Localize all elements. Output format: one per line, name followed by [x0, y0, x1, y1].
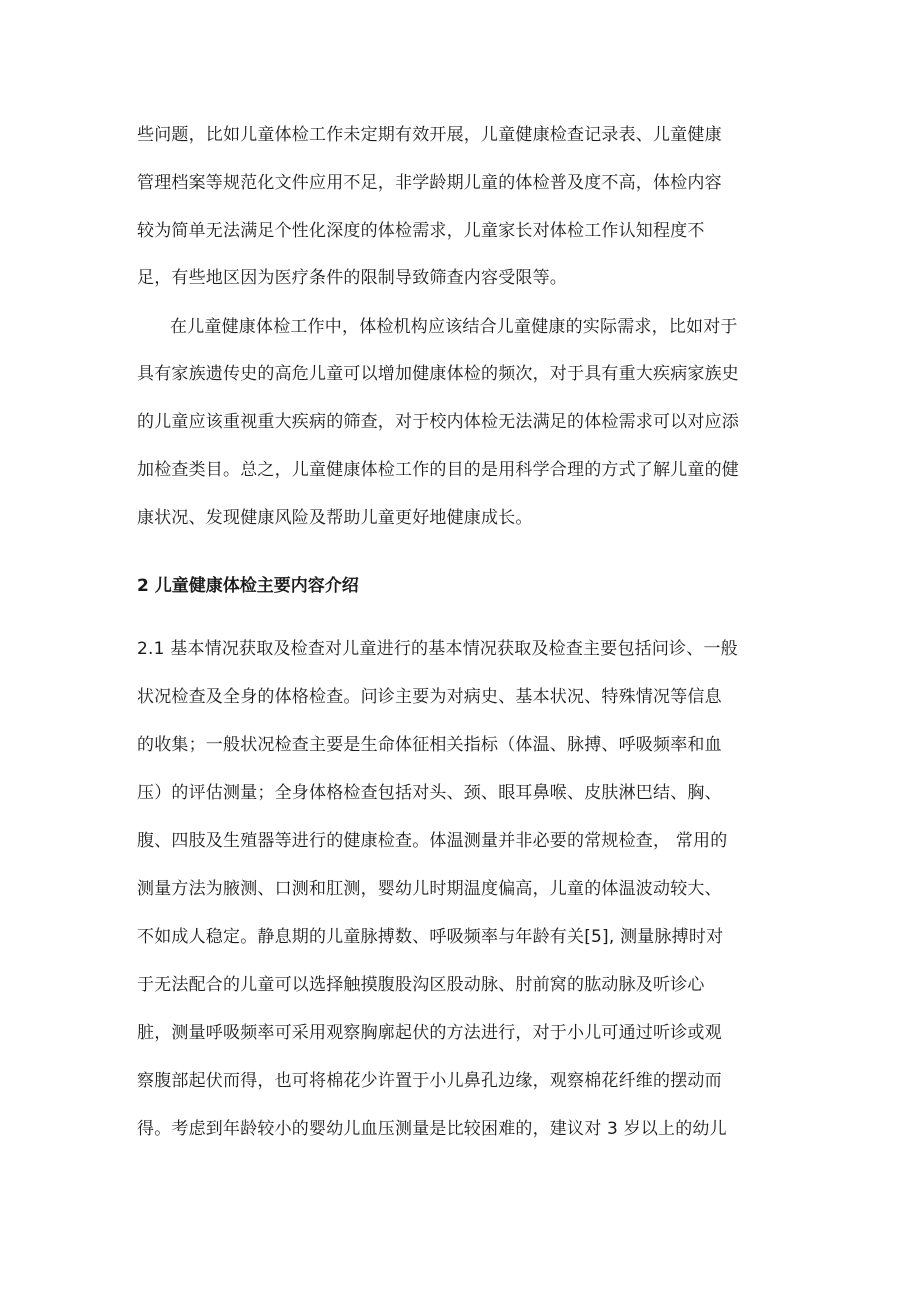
paragraph-3-line-1: 2.1 基本情况获取及检查对儿童进行的基本情况获取及检查主要包括问诊、一般	[137, 639, 738, 659]
paragraph-3-line-3: 的收集；一般状况检查主要是生命体征相关指标（体温、脉搏、呼吸频率和血	[137, 735, 722, 755]
paragraph-3-line-7: 不如成人稳定。静息期的儿童脉搏数、呼吸频率与年龄有关[5], 测量脉搏时对	[137, 927, 724, 947]
paragraph-1-line-4: 足，有些地区因为医疗条件的限制导致筛查内容受限等。	[137, 268, 567, 288]
paragraph-1-line-3: 较为简单无法满足个性化深度的体检需求，儿童家长对体检工作认知程度不	[137, 221, 705, 241]
paragraph-3-line-4: 压）的评估测量；全身体格检查包括对头、颈、眼耳鼻喉、皮肤淋巴结、胸、	[137, 783, 722, 803]
paragraph-2-line-2: 具有家族遗传史的高危儿童可以增加健康体检的频次，对于具有重大疾病家族史	[137, 364, 739, 384]
paragraph-3-line-5: 腹、四肢及生殖器等进行的健康检查。体温测量并非必要的常规检查， 常用的	[137, 831, 728, 851]
paragraph-3-line-2: 状况检查及全身的体格检查。问诊主要为对病史、基本状况、特殊情况等信息	[137, 687, 722, 707]
paragraph-1-line-1: 些问题，比如儿童体检工作未定期有效开展，儿童健康检查记录表、儿童健康	[137, 125, 722, 145]
paragraph-2-line-4: 加检查类目。总之，儿童健康体检工作的目的是用科学合理的方式了解儿童的健	[137, 460, 739, 480]
paragraph-3-line-9: 脏，测量呼吸频率可采用观察胸廓起伏的方法进行，对于小儿可通过听诊或观	[137, 1023, 722, 1043]
paragraph-3-line-10: 察腹部起伏而得，也可将棉花少许置于小儿鼻孔边缘，观察棉花纤维的摆动而	[137, 1071, 722, 1091]
paragraph-2-line-1: 在儿童健康体检工作中，体检机构应该结合儿童健康的实际需求，比如对于	[170, 317, 738, 337]
paragraph-1-line-2: 管理档案等规范化文件应用不足，非学龄期儿童的体检普及度不高，体检内容	[137, 173, 722, 193]
paragraph-2-line-5: 康状况、发现健康风险及帮助儿童更好地健康成长。	[137, 508, 533, 528]
paragraph-3-line-6: 测量方法为腋测、口测和肛测，婴幼儿时期温度偏高，儿童的体温波动较大、	[137, 879, 722, 899]
paragraph-3-line-8: 于无法配合的儿童可以选择触摸腹股沟区股动脉、肘前窝的肱动脉及听诊心	[137, 975, 705, 995]
paragraph-3-line-11: 得。考虑到年龄较小的婴幼儿血压测量是比较困难的，建议对 3 岁以上的幼儿	[137, 1119, 727, 1139]
section-heading: 2 儿童健康体检主要内容介绍	[137, 576, 359, 596]
paragraph-2-line-3: 的儿童应该重视重大疾病的筛查，对于校内体检无法满足的体检需求可以对应添	[137, 412, 739, 432]
